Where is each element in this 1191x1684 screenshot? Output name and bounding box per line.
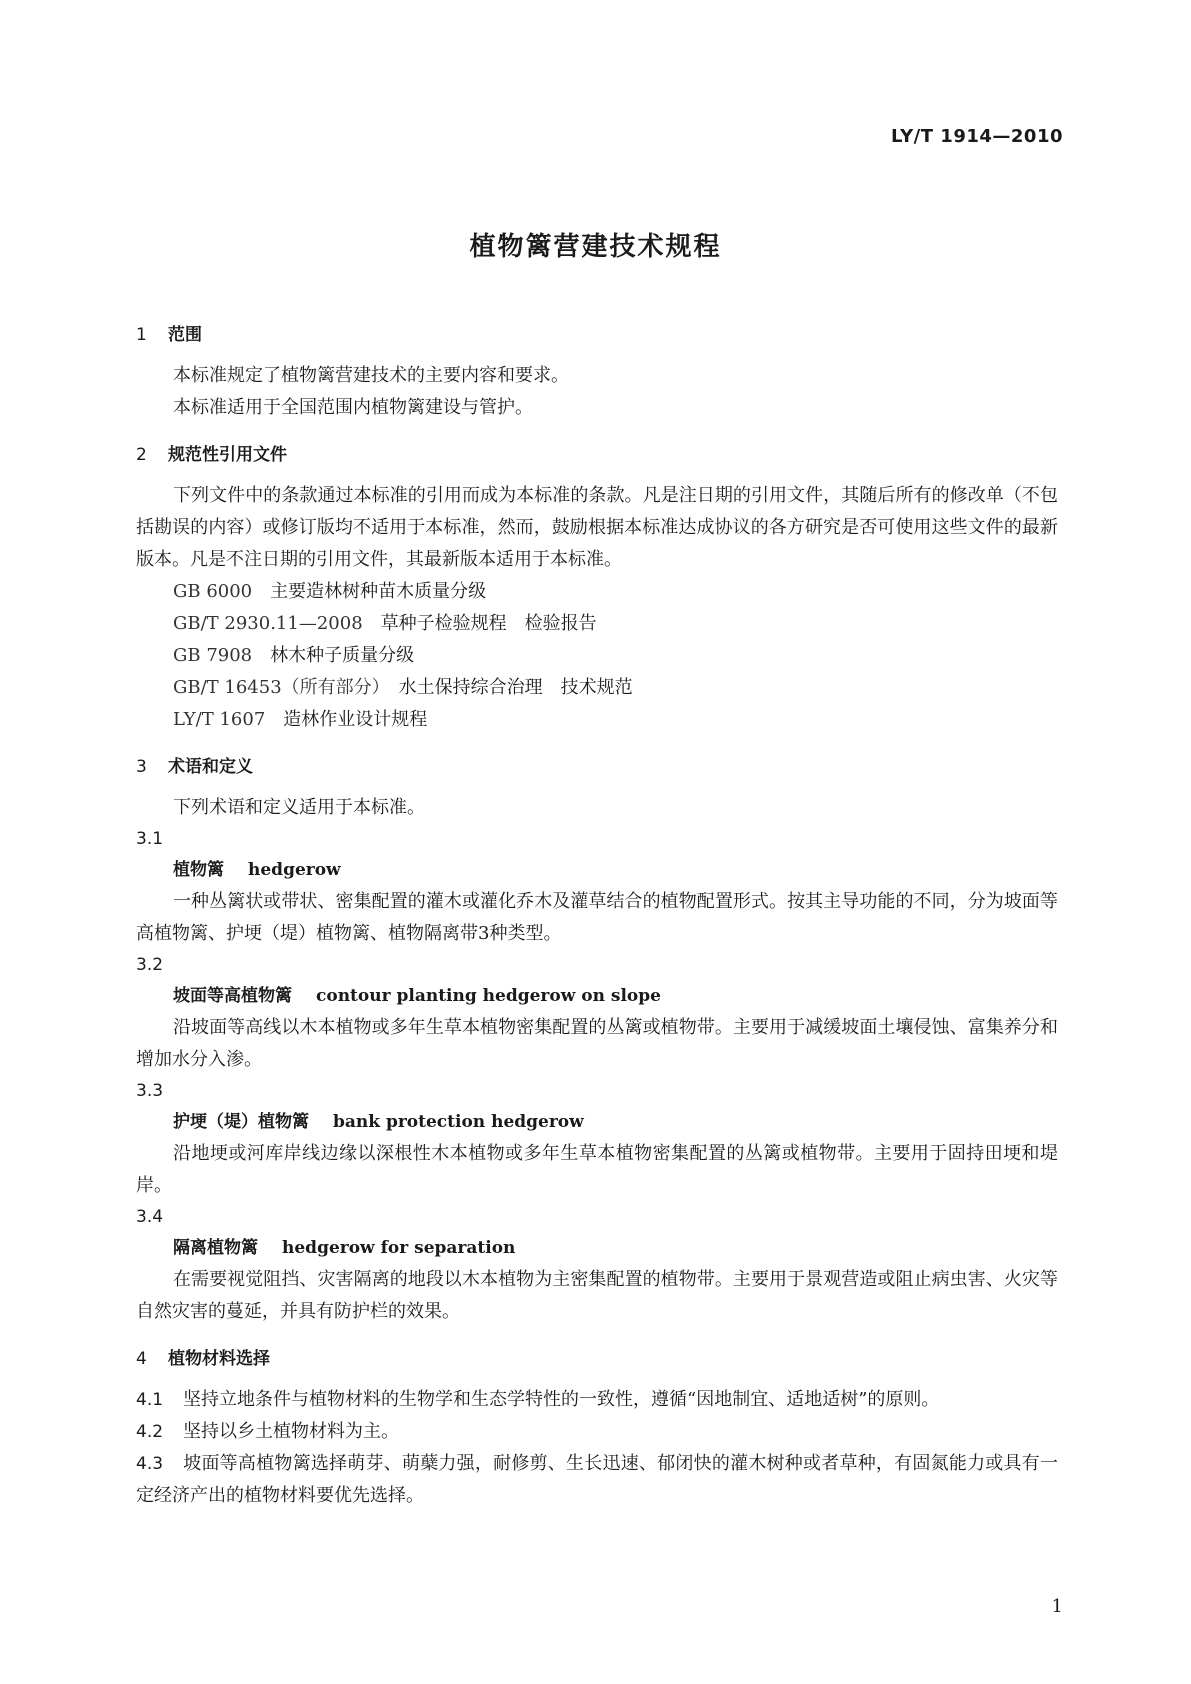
reference-code: LY/T 1607 xyxy=(173,709,266,730)
document-body xyxy=(136,324,1058,1512)
normative-reference xyxy=(136,608,1058,640)
section-heading-4 xyxy=(136,1348,1058,1370)
paragraph: 下列文件中的条款通过本标准的引用而成为本标准的条款。凡是注日期的引用文件，其随后所有的修改单（不包括勘误的内容）或修订版均不适用于本标准，然而，鼓励根据本标准达成协议的各方研究是否可使用这些文件的最新版本。凡是不注日期的引用文件，其最新版本适用于本标准。 xyxy=(136,485,1058,570)
section-number: 3 xyxy=(136,757,147,777)
term-number: 3.2 xyxy=(136,955,164,975)
normative-reference xyxy=(136,672,1058,704)
section-heading-1 xyxy=(136,324,1058,346)
clause-number: 4.2 xyxy=(136,1422,164,1442)
paragraph: 本标准适用于全国范围内植物篱建设与管护。 xyxy=(173,397,533,418)
section-heading-2 xyxy=(136,444,1058,466)
section-title: 规范性引用文件 xyxy=(168,445,287,465)
term-zh: 坡面等高植物篱 xyxy=(173,986,292,1006)
clause-text: 坚持立地条件与植物材料的生物学和生态学特性的一致性，遵循“因地制宜、适地适树”的原则。 xyxy=(183,1389,940,1410)
reference-code: GB 7908 xyxy=(173,645,253,666)
clause-number: 4.1 xyxy=(136,1390,164,1410)
section-title: 范围 xyxy=(168,325,202,345)
term-zh: 植物篱 xyxy=(173,860,224,880)
clause xyxy=(136,1384,1058,1416)
reference-title: 造林作业设计规程 xyxy=(283,709,428,730)
normative-reference xyxy=(136,704,1058,736)
paragraph: 本标准规定了植物篱营建技术的主要内容和要求。 xyxy=(173,365,569,386)
section-number: 2 xyxy=(136,445,147,465)
reference-title: 草种子检验规程 检验报告 xyxy=(380,613,597,634)
term-en: hedgerow xyxy=(248,860,341,880)
term-number: 3.3 xyxy=(136,1081,164,1101)
document-title: 植物篱营建技术规程 xyxy=(469,232,722,262)
term-definition: 一种丛篱状或带状、密集配置的灌木或灌化乔木及灌草结合的植物配置形式。按其主导功能的不同，分为坡面等高植物篱、护埂（堤）植物篱、植物隔离带3种类型。 xyxy=(136,891,1058,944)
term-number: 3.1 xyxy=(136,829,164,849)
paragraph: 下列术语和定义适用于本标准。 xyxy=(173,797,425,818)
normative-reference xyxy=(136,576,1058,608)
term-zh: 护埂（堤）植物篱 xyxy=(173,1112,309,1132)
term-number: 3.4 xyxy=(136,1207,164,1227)
section-title: 术语和定义 xyxy=(168,757,253,777)
clause-text: 坡面等高植物篱选择萌芽、萌蘖力强，耐修剪、生长迅速、郁闭快的灌木树种或者草种，有固氮能力或具有一定经济产出的植物材料要优先选择。 xyxy=(136,1453,1058,1506)
section-heading-3 xyxy=(136,756,1058,778)
term-heading xyxy=(136,1232,1058,1264)
term-heading xyxy=(136,1106,1058,1138)
section-number: 4 xyxy=(136,1349,147,1369)
term-heading xyxy=(136,980,1058,1012)
term-heading xyxy=(136,854,1058,886)
section-number: 1 xyxy=(136,325,147,345)
normative-reference xyxy=(136,640,1058,672)
clause-text: 坚持以乡土植物材料为主。 xyxy=(183,1421,399,1442)
reference-title: 主要造林树种苗木质量分级 xyxy=(270,581,487,602)
reference-title: 林木种子质量分级 xyxy=(270,645,415,666)
clause xyxy=(136,1416,1058,1448)
page-number: 1 xyxy=(1051,1596,1063,1617)
term-en: hedgerow for separation xyxy=(282,1238,516,1258)
term-definition: 在需要视觉阻挡、灾害隔离的地段以木本植物为主密集配置的植物带。主要用于景观营造或阻止病虫害、火灾等自然灾害的蔓延，并具有防护栏的效果。 xyxy=(136,1269,1058,1322)
term-definition: 沿坡面等高线以木本植物或多年生草本植物密集配置的丛篱或植物带。主要用于减缓坡面土壤侵蚀、富集养分和增加水分入渗。 xyxy=(136,1017,1058,1070)
term-en: bank protection hedgerow xyxy=(333,1112,584,1132)
clause xyxy=(136,1448,1058,1512)
term-zh: 隔离植物篱 xyxy=(173,1238,258,1258)
reference-code: GB/T 2930.11—2008 xyxy=(173,613,363,634)
reference-code: GB 6000 xyxy=(173,581,253,602)
term-en: contour planting hedgerow on slope xyxy=(316,986,661,1006)
reference-title: 水土保持综合治理 技术规范 xyxy=(398,677,633,698)
standard-code: LY/T 1914—2010 xyxy=(890,126,1063,147)
term-definition: 沿地埂或河库岸线边缘以深根性木本植物或多年生草本植物密集配置的丛篱或植物带。主要用于固持田埂和堤岸。 xyxy=(136,1143,1058,1196)
reference-code: GB/T 16453（所有部分） xyxy=(173,677,381,698)
section-title: 植物材料选择 xyxy=(168,1349,270,1369)
clause-number: 4.3 xyxy=(136,1454,164,1474)
